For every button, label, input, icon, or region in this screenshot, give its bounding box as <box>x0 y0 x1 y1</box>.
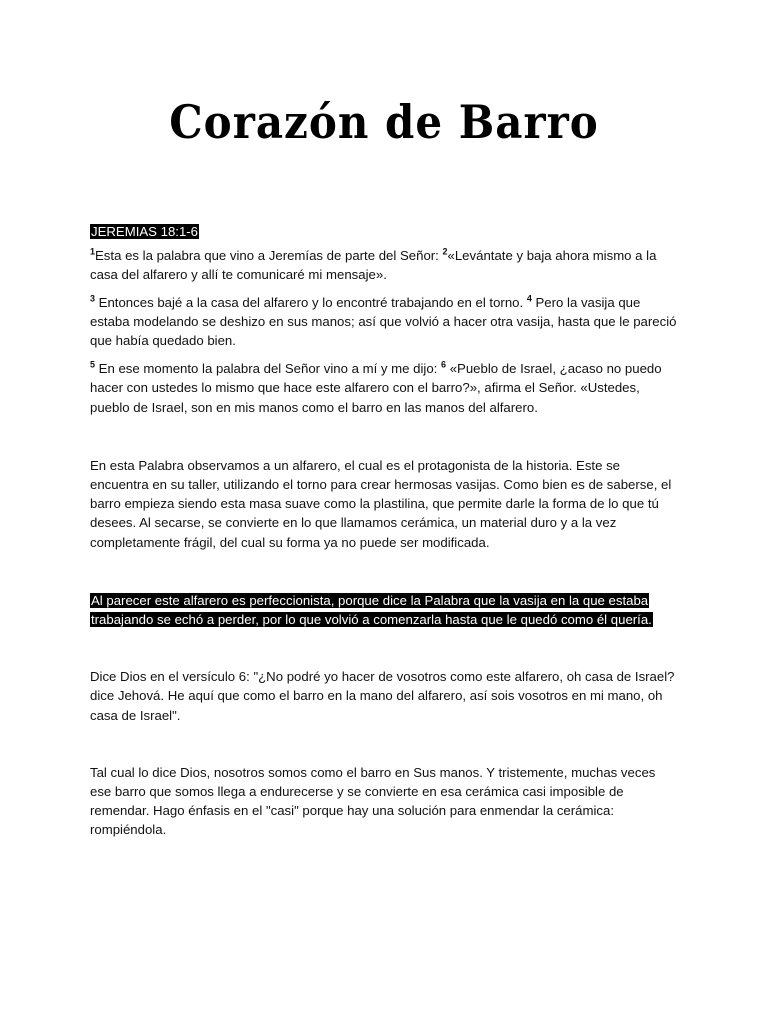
verse-number: 3 <box>90 293 96 304</box>
paragraph-highlighted <box>90 591 680 629</box>
verse-text: Pero la vasija que estaba modelando se deshizo en sus manos; así que volvió a hacer otra vasija, hasta que le pareció que había quedado bien. <box>90 294 677 349</box>
highlighted-text: Al parecer este alfarero es perfeccionista, porque dice la Palabra que la vasija en la que estaba trabajando se echó a perder, por lo que volvió a comenzarla hasta que le quedó como él quería. <box>91 592 652 628</box>
verse-text: «Levántate y baja ahora mismo a la casa del alfarero y allí te comunicaré mi mensaje». <box>90 248 657 283</box>
verse-text: Entonces bajé a la casa del alfarero y lo encontré trabajando en el torno. <box>95 294 527 310</box>
paragraph-dios: Dice Dios en el versículo 6: "¿No podré yo hacer de vosotros como este alfarero, oh casa de Israel? dice Jehová. He aquí que como el barro en la mano del alfarero, así sois vosotros en mi mano, oh casa de Israel". <box>90 669 675 723</box>
verse-text: Esta es la palabra que vino a Jeremías de parte del Señor: <box>95 248 443 264</box>
verses-3-4 <box>90 293 680 351</box>
verses-1-2 <box>90 246 680 284</box>
paragraph-intro: En esta Palabra observamos a un alfarero, el cual es el protagonista de la historia. Este se encuentra en su taller, utilizando el torno para crear hermosas vasijas. Como bien es de saberse, el barro empieza siendo esta masa suave como la plastilina, que permite darle la forma de lo que tú desees. Al secarse, se convierte en lo que llamamos cerámica, un material duro y a la vez completamente frágil, del cual su forma ya no puede ser modificada. <box>90 457 672 550</box>
verses-5-6 <box>90 359 680 417</box>
paragraph-final: Tal cual lo dice Dios, nosotros somos como el barro en Sus manos. Y tristemente, muchas veces ese barro que somos llega a endurecerse y se convierte en esa cerámica casi imposible de remendar. Hago énfasis en el "casi" porque hay una solución para enmendar la cerámica: rompiéndola. <box>90 764 656 838</box>
verse-number: 2 <box>442 246 448 257</box>
verse-number: 6 <box>441 359 447 370</box>
verse-number: 1 <box>90 246 96 257</box>
document-title: Corazón de Barro <box>169 96 599 149</box>
scripture-reference: JEREMIAS 18:1-6 <box>91 224 199 239</box>
verse-number: 5 <box>90 359 96 370</box>
verse-number: 4 <box>526 293 532 304</box>
scripture-reference-line <box>90 222 680 241</box>
document-body <box>90 222 680 840</box>
verse-text: En ese momento la palabra del Señor vino a mí y me dijo: <box>95 361 442 377</box>
verse-text: «Pueblo de Israel, ¿acaso no puedo hacer con ustedes lo mismo que hace este alfarero con el barro?», afirma el Señor. «Ustedes, pueblo de Israel, son en mis manos como el barro en las manos del alfarero. <box>90 361 662 415</box>
